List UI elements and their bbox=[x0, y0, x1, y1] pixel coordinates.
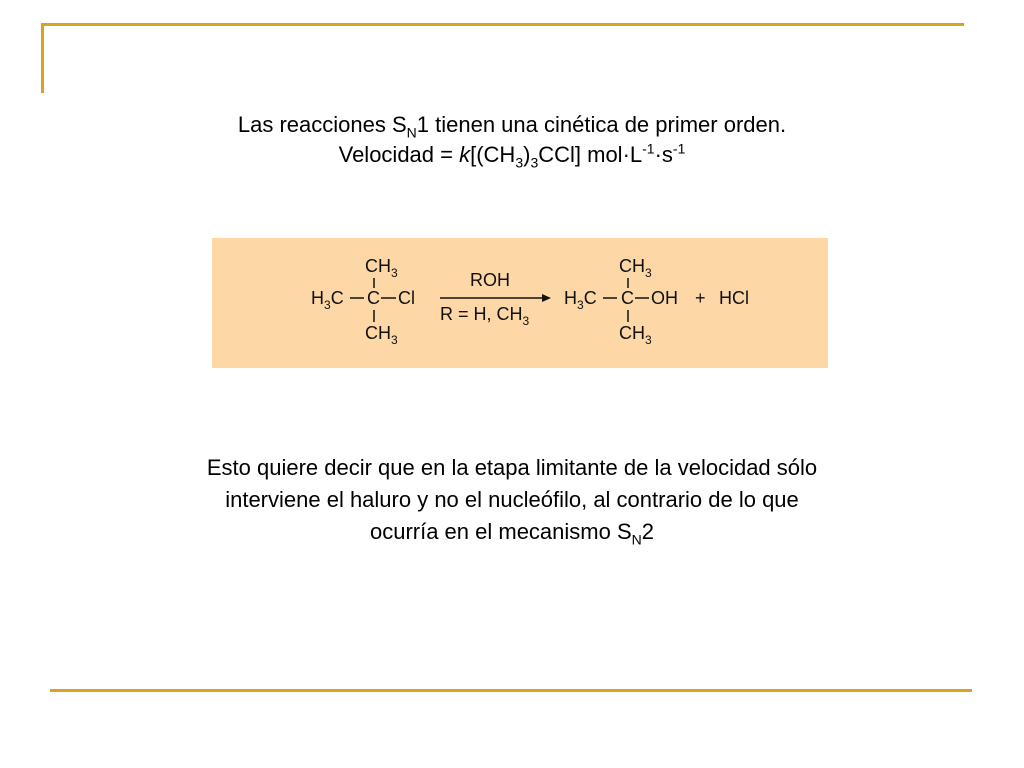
rate-expr-a: [(CH bbox=[470, 142, 516, 167]
rate-expr-sup-1: -1 bbox=[642, 140, 655, 157]
explanation-line-3 bbox=[0, 516, 1024, 548]
reactant-central-carbon: C bbox=[367, 288, 380, 308]
product-central-carbon: C bbox=[621, 288, 634, 308]
rate-constant: k bbox=[459, 142, 471, 167]
heading-line-2 bbox=[0, 140, 1024, 170]
rate-expr-sub-2: 3 bbox=[530, 154, 539, 171]
explanation-line-2: interviene el haluro y no el nucleófilo, al contrario de lo que bbox=[225, 487, 799, 512]
explanation-line-1: Esto quiere decir que en la etapa limitante de la velocidad sólo bbox=[206, 455, 818, 480]
reaction-svg bbox=[212, 238, 828, 368]
rate-expr-c: CCl] mol·L bbox=[538, 142, 643, 167]
product-hydroxyl: OH bbox=[651, 288, 678, 308]
reagent-roh: ROH bbox=[470, 270, 510, 290]
rate-expr-sup-2: -1 bbox=[672, 140, 686, 157]
reactant-top-ch3: $CH_3$ bbox=[365, 256, 398, 280]
rate-expr-sub-1: 3 bbox=[515, 154, 524, 171]
rate-label: Velocidad = bbox=[338, 142, 460, 167]
byproduct-hcl: HCl bbox=[719, 288, 749, 308]
frame-bottom-line bbox=[50, 689, 972, 692]
reactant-bottom-ch3: $CH_3$ bbox=[365, 323, 398, 347]
product-left-h3c: $H_3C$ bbox=[564, 288, 597, 312]
reaction-scheme bbox=[212, 238, 828, 368]
plus-sign: + bbox=[695, 288, 706, 308]
rate-expr-b: ) bbox=[523, 142, 531, 167]
heading-line-1-subscript: N bbox=[406, 124, 417, 141]
explanation-line-3-text: ocurría en el mecanismo S bbox=[369, 519, 632, 544]
explanation-line-3-end: 2 bbox=[641, 519, 655, 544]
heading-line-1 bbox=[0, 110, 1024, 140]
frame-left-line bbox=[41, 23, 44, 93]
product-top-ch3: $CH_3$ bbox=[619, 256, 652, 280]
frame-top-line bbox=[41, 23, 964, 26]
explanation-paragraph bbox=[0, 452, 1024, 548]
explanation-line-3-subscript: N bbox=[631, 531, 642, 548]
heading-line-1-text: Las reacciones S bbox=[237, 112, 407, 137]
heading-line-1-text-end: 1 tienen una cinética de primer orden. bbox=[416, 112, 787, 137]
reactant-chlorine: Cl bbox=[398, 288, 415, 308]
heading bbox=[0, 110, 1024, 170]
reactant-left-h3c: $H_3C$ bbox=[311, 288, 344, 312]
product-bottom-ch3: $CH_3$ bbox=[619, 323, 652, 347]
reagent-condition: R = H, $CH_3$ bbox=[440, 304, 530, 328]
rate-expr-d: ·s bbox=[654, 142, 673, 167]
